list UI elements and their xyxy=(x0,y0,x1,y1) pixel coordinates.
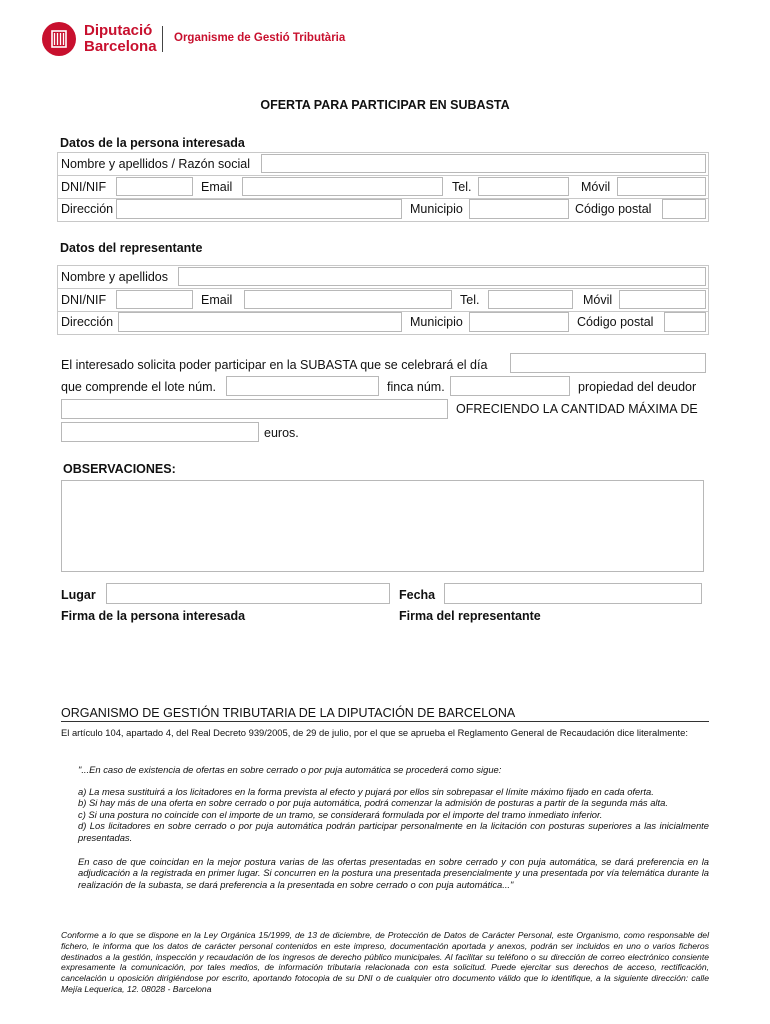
header-divider xyxy=(162,26,163,52)
legal-quote-block xyxy=(78,764,709,890)
interesado-tel-field[interactable] xyxy=(478,177,569,196)
legal-heading-rule xyxy=(61,721,709,722)
representante-dni-field[interactable] xyxy=(116,290,193,309)
legal-item-c: c) Si una postura no coincide con el importe de un tramo, se considerará formulada por el importe del tramo inmediato inferior. xyxy=(78,808,603,820)
interesado-dni-field[interactable] xyxy=(116,177,193,196)
interesado-email-label: Email xyxy=(201,180,233,194)
subasta-lote-field[interactable] xyxy=(226,376,379,396)
page-title: OFERTA PARA PARTICIPAR EN SUBASTA xyxy=(260,98,510,112)
representante-email-label: Email xyxy=(201,293,233,307)
representante-tel-field[interactable] xyxy=(488,290,573,309)
subasta-lote-label: que comprende el lote núm. xyxy=(61,380,216,394)
organism-name: Organisme de Gestió Tributària xyxy=(174,32,346,44)
interesado-cp-label: Código postal xyxy=(575,202,652,216)
interesado-movil-label: Móvil xyxy=(581,180,611,194)
representante-email-field[interactable] xyxy=(244,290,452,309)
subasta-amount-text-field[interactable] xyxy=(61,399,448,419)
observaciones-textarea[interactable] xyxy=(61,480,704,572)
legal-lopd-text: Conforme a lo que se dispone en la Ley Orgánica 15/1999, de 13 de diciembre, de Protección de Datos de Carácter Personal, este Organismo, como responsable del fichero, le informa que los datos de carácter personal contenidos en este impreso, documentación aportada y anexos, podrán ser incluidos en uno o varios ficheros destinados a la gestión, inspección y recaudación de los ingresos de derecho público municipales. Al facilitar su teléfono o su dirección de correo electrónico consiente expresamente la comunicación, por tales medios, de información tributaria relacionada con esta solicitud. Puede ejercitar sus derechos de acceso, rectificación, cancelación u oposición dirigiéndose por escrito, aportando fotocopia de su DNI o de cualquier otro documento válido que lo identifique, a la siguiente dirección: calle Mejía Lequerica, 12. 08028 - Barcelona xyxy=(61,930,709,994)
interesado-name-field[interactable] xyxy=(261,154,706,173)
subasta-amount-number-field[interactable] xyxy=(61,422,259,442)
diputacio-emblem-icon xyxy=(42,22,76,56)
legal-intro-text: El artículo 104, apartado 4, del Real Decreto 939/2005, de 29 de julio, por el que se aprueba el Reglamento General de Recaudación dice literalmente: xyxy=(61,727,688,738)
interesado-direccion-label: Dirección xyxy=(61,202,114,216)
lugar-label: Lugar xyxy=(61,588,96,602)
legal-heading: ORGANISMO DE GESTIÓN TRIBUTARIA DE LA DIPUTACIÓN DE BARCELONA xyxy=(61,706,516,720)
interesado-municipio-field[interactable] xyxy=(469,199,569,219)
representante-dni-label: DNI/NIF xyxy=(61,293,107,307)
interesado-tel-label: Tel. xyxy=(452,180,472,194)
interesado-movil-field[interactable] xyxy=(617,177,706,196)
representante-name-label: Nombre y apellidos xyxy=(61,270,168,284)
interesado-direccion-field[interactable] xyxy=(116,199,402,219)
legal-intro xyxy=(61,727,709,739)
representante-cp-label: Código postal xyxy=(577,315,654,329)
interesado-email-field[interactable] xyxy=(242,177,443,196)
logo-text-1: Diputació xyxy=(84,22,153,39)
firma-representante-label: Firma del representante xyxy=(399,609,541,623)
subasta-finca-label: finca núm. xyxy=(387,380,445,394)
representante-name-field[interactable] xyxy=(178,267,706,286)
representante-movil-label: Móvil xyxy=(583,293,613,307)
lugar-field[interactable] xyxy=(106,583,390,604)
legal-item-a: a) La mesa sustituirá a los licitadores en la forma prevista al efecto y pujará por ellos sin sobrepasar el límite máximo fijado en cada oferta. xyxy=(78,785,654,797)
firma-interesada-label: Firma de la persona interesada xyxy=(61,609,246,623)
representante-direccion-label: Dirección xyxy=(61,315,114,329)
interesado-dni-label: DNI/NIF xyxy=(61,180,107,194)
interesado-municipio-label: Municipio xyxy=(410,202,463,216)
observaciones-heading: OBSERVACIONES: xyxy=(63,462,176,476)
subasta-line1: El interesado solicita poder participar en la SUBASTA que se celebrará el día xyxy=(61,358,488,372)
representante-row-divider xyxy=(57,288,709,289)
legal-lopd xyxy=(61,930,709,995)
representante-movil-field[interactable] xyxy=(619,290,706,309)
section-representante-heading: Datos del representante xyxy=(60,241,203,255)
legal-item-d: d) Los licitadores en sobre cerrado o por puja automática podrán participar personalmente en la licitación con posturas superiores a las inicialmente presentadas. xyxy=(78,820,709,843)
representante-cp-field[interactable] xyxy=(664,312,706,332)
representante-direccion-field[interactable] xyxy=(118,312,402,332)
logo xyxy=(42,22,76,56)
subasta-euros-label: euros. xyxy=(264,426,299,440)
legal-quote: "...En caso de existencia de ofertas en sobre cerrado o por puja automática se procederá como sigue: xyxy=(78,764,502,775)
subasta-finca-field[interactable] xyxy=(450,376,570,396)
section-interesado-heading: Datos de la persona interesada xyxy=(60,136,245,150)
representante-tel-label: Tel. xyxy=(460,293,480,307)
interesado-cp-field[interactable] xyxy=(662,199,706,219)
subasta-propiedad-label: propiedad del deudor xyxy=(578,380,697,394)
logo-text-2: Barcelona xyxy=(84,38,157,55)
representante-municipio-label: Municipio xyxy=(410,315,463,329)
subasta-date-field[interactable] xyxy=(510,353,706,373)
representante-municipio-field[interactable] xyxy=(469,312,569,332)
fecha-label: Fecha xyxy=(399,588,436,602)
interesado-row-divider xyxy=(57,175,709,176)
legal-item-b: b) Si hay más de una oferta en sobre cerrado o por puja automática, podrá comenzar la admisión de posturas a partir de la segunda más alta. xyxy=(78,797,668,809)
interesado-name-label: Nombre y apellidos / Razón social xyxy=(61,157,250,171)
legal-coinciden: En caso de que coincidan en la mejor postura varias de las ofertas presentadas en sobre cerrado y con puja automática, se dará preferencia en la adjudicación a la registrada en primer lugar. Si concurren en la postura una presentada presencialmente y una presentada por vía telemática durante la realización de la subasta, se dará preferencia a la presentada en sobre cerrado o con puja automática..." xyxy=(78,855,709,890)
subasta-ofreciendo-label: OFRECIENDO LA CANTIDAD MÁXIMA DE xyxy=(456,402,698,416)
fecha-field[interactable] xyxy=(444,583,702,604)
